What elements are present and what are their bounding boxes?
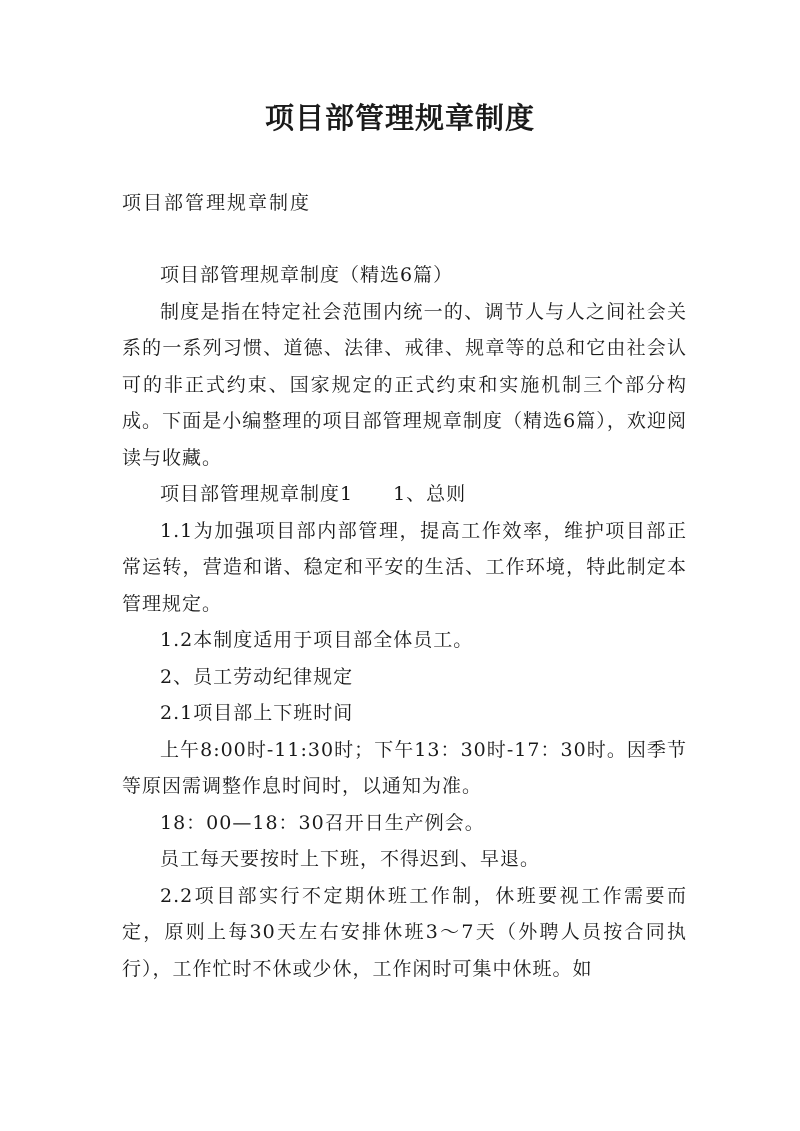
paragraph-2-2: 2.2项目部实行不定期休班工作制，休班要视工作需要而定，原则上每30天左右安排休班3～7天（外聘人员按合同执行），工作忙时不休或少休，工作闲时可集中休班。如 (122, 884, 687, 980)
paragraph-daily-meeting: 18：00—18：30召开日生产例会。 (160, 811, 485, 834)
paragraph-section-2: 2、员工劳动纪律规定 (160, 665, 354, 688)
document-title: 项目部管理规章制度 (264, 101, 535, 135)
paragraph-punctuality: 员工每天要按时上下班，不得迟到、早退。 (160, 848, 541, 870)
paragraph-heading: 项目部管理规章制度（精选6篇） (160, 264, 454, 286)
paragraph-2-1: 2.1项目部上下班时间 (160, 702, 354, 724)
paragraph-1-2: 1.2本制度适用于项目部全体员工。 (160, 629, 474, 651)
paragraph-section-1: 项目部管理规章制度1 1、总则 (160, 483, 467, 505)
document-subtitle: 项目部管理规章制度 (122, 192, 312, 214)
paragraph-work-hours: 上午8:00时-11:30时；下午13：30时-17：30时。因季节等原因需调整作息时间时，以通知为准。 (122, 738, 687, 797)
paragraph-intro: 制度是指在特定社会范围内统一的、调节人与人之间社会关系的一系列习惯、道德、法律、戒律、规章等的总和它由社会认可的非正式约束、国家规定的正式约束和实施机制三个部分构成。下面是小编整理的项目部管理规章制度（精选6篇），欢迎阅读与收藏。 (122, 300, 687, 469)
document-body (122, 257, 687, 987)
paragraph-1-1: 1.1为加强项目部内部管理，提高工作效率，维护项目部正常运转，营造和谐、稳定和平安的生活、工作环境，特此制定本管理规定。 (122, 519, 687, 615)
